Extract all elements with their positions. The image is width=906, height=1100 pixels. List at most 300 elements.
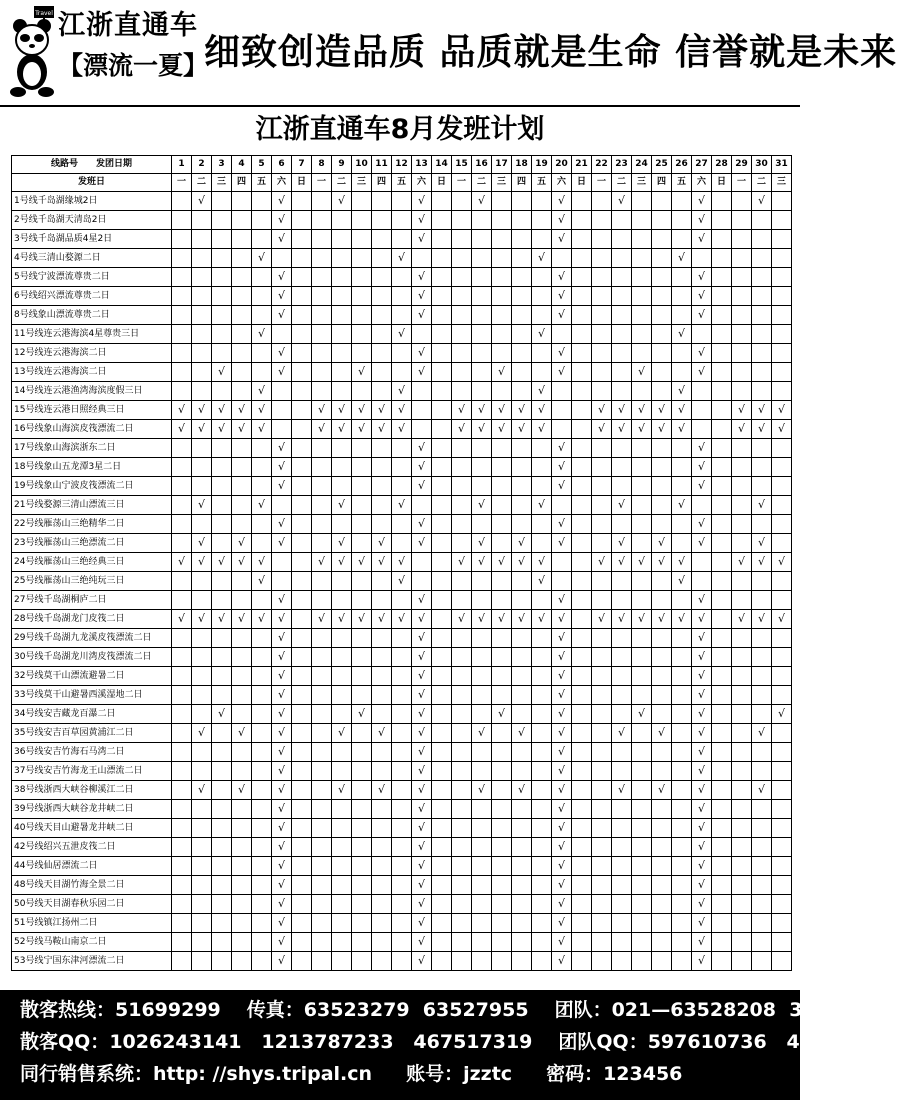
departure-check-icon: √ [512, 534, 532, 553]
empty-cell [772, 344, 792, 363]
empty-cell [672, 477, 692, 496]
weekday-cell: 二 [192, 174, 212, 192]
empty-cell [532, 287, 552, 306]
departure-check-icon: √ [412, 591, 432, 610]
empty-cell [352, 667, 372, 686]
empty-cell [552, 401, 572, 420]
empty-cell [652, 876, 672, 895]
empty-cell [672, 306, 692, 325]
departure-check-icon: √ [692, 629, 712, 648]
route-row [12, 762, 792, 781]
page-header [0, 0, 898, 107]
empty-cell [172, 439, 192, 458]
departure-check-icon: √ [272, 268, 292, 287]
empty-cell [392, 838, 412, 857]
departure-check-icon: √ [272, 914, 292, 933]
empty-cell [472, 287, 492, 306]
empty-cell [212, 572, 232, 591]
empty-cell [392, 591, 412, 610]
empty-cell [712, 914, 732, 933]
departure-check-icon: √ [592, 420, 612, 439]
empty-cell [532, 230, 552, 249]
empty-cell [632, 230, 652, 249]
departure-check-icon: √ [692, 363, 712, 382]
empty-cell [592, 933, 612, 952]
empty-cell [752, 800, 772, 819]
empty-cell [172, 895, 192, 914]
empty-cell [252, 306, 272, 325]
departure-check-icon: √ [192, 610, 212, 629]
departure-check-icon: √ [532, 249, 552, 268]
departure-check-icon: √ [392, 553, 412, 572]
departure-check-icon: √ [252, 382, 272, 401]
empty-cell [212, 800, 232, 819]
empty-cell [512, 572, 532, 591]
departure-check-icon: √ [272, 344, 292, 363]
empty-cell [732, 857, 752, 876]
empty-cell [572, 800, 592, 819]
empty-cell [752, 933, 772, 952]
empty-cell [592, 705, 612, 724]
empty-cell [452, 952, 472, 971]
empty-cell [712, 553, 732, 572]
date-header-row [12, 156, 792, 174]
departure-check-icon: √ [552, 268, 572, 287]
departure-check-icon: √ [232, 781, 252, 800]
empty-cell [212, 192, 232, 211]
empty-cell [632, 211, 652, 230]
empty-cell [212, 933, 232, 952]
empty-cell [492, 249, 512, 268]
empty-cell [672, 667, 692, 686]
empty-cell [532, 629, 552, 648]
empty-cell [732, 477, 752, 496]
empty-cell [772, 857, 792, 876]
empty-cell [192, 648, 212, 667]
qq-numbers: 1026243141 1213787233 467517319 [109, 1031, 533, 1053]
empty-cell [772, 249, 792, 268]
departure-check-icon: √ [412, 876, 432, 895]
empty-cell [252, 648, 272, 667]
departure-check-icon: √ [192, 496, 212, 515]
empty-cell [172, 857, 192, 876]
empty-cell [632, 192, 652, 211]
empty-cell [712, 496, 732, 515]
route-row [12, 211, 792, 230]
empty-cell [772, 572, 792, 591]
empty-cell [232, 819, 252, 838]
empty-cell [632, 496, 652, 515]
empty-cell [672, 439, 692, 458]
empty-cell [292, 344, 312, 363]
empty-cell [292, 800, 312, 819]
empty-cell [252, 914, 272, 933]
empty-cell [332, 382, 352, 401]
empty-cell [212, 629, 232, 648]
departure-check-icon: √ [372, 553, 392, 572]
empty-cell [452, 572, 472, 591]
empty-cell [332, 591, 352, 610]
empty-cell [572, 496, 592, 515]
empty-cell [252, 629, 272, 648]
empty-cell [532, 819, 552, 838]
empty-cell [212, 230, 232, 249]
empty-cell [292, 325, 312, 344]
empty-cell [452, 686, 472, 705]
departure-check-icon: √ [192, 401, 212, 420]
empty-cell [452, 325, 472, 344]
empty-cell [192, 268, 212, 287]
empty-cell [652, 382, 672, 401]
empty-cell [332, 629, 352, 648]
empty-cell [432, 762, 452, 781]
empty-cell [292, 914, 312, 933]
empty-cell [752, 591, 772, 610]
empty-cell [432, 192, 452, 211]
empty-cell [652, 230, 672, 249]
empty-cell [212, 686, 232, 705]
empty-cell [392, 895, 412, 914]
empty-cell [672, 686, 692, 705]
route-row [12, 781, 792, 800]
empty-cell [252, 515, 272, 534]
empty-cell [672, 743, 692, 762]
date-cell: 2 [192, 156, 212, 174]
empty-cell [512, 762, 532, 781]
departure-check-icon: √ [472, 553, 492, 572]
empty-cell [612, 629, 632, 648]
empty-cell [772, 724, 792, 743]
departure-check-icon: √ [412, 895, 432, 914]
date-cell: 12 [392, 156, 412, 174]
empty-cell [632, 382, 652, 401]
route-row [12, 249, 792, 268]
empty-cell [672, 648, 692, 667]
empty-cell [492, 724, 512, 743]
empty-cell [252, 876, 272, 895]
empty-cell [192, 705, 212, 724]
empty-cell [172, 344, 192, 363]
empty-cell [432, 952, 452, 971]
route-name: 19号线象山宁波皮筏漂流二日 [12, 477, 172, 496]
empty-cell [752, 572, 772, 591]
departure-check-icon: √ [412, 705, 432, 724]
empty-cell [512, 363, 532, 382]
empty-cell [372, 230, 392, 249]
empty-cell [212, 648, 232, 667]
empty-cell [392, 781, 412, 800]
empty-cell [492, 762, 512, 781]
route-name: 16号线象山海滨皮筏漂流二日 [12, 420, 172, 439]
empty-cell [172, 268, 192, 287]
empty-cell [472, 743, 492, 762]
departure-check-icon: √ [372, 401, 392, 420]
empty-cell [192, 230, 212, 249]
departure-check-icon: √ [552, 686, 572, 705]
empty-cell [432, 838, 452, 857]
empty-cell [352, 382, 372, 401]
empty-cell [712, 857, 732, 876]
date-cell: 9 [332, 156, 352, 174]
departure-check-icon: √ [412, 192, 432, 211]
date-cell: 1 [172, 156, 192, 174]
empty-cell [212, 496, 232, 515]
empty-cell [332, 762, 352, 781]
empty-cell [712, 591, 732, 610]
empty-cell [392, 363, 412, 382]
empty-cell [432, 458, 452, 477]
departure-check-icon: √ [272, 876, 292, 895]
empty-cell [652, 249, 672, 268]
empty-cell [172, 230, 192, 249]
empty-cell [372, 686, 392, 705]
empty-cell [232, 249, 252, 268]
departure-check-icon: √ [272, 363, 292, 382]
empty-cell [252, 439, 272, 458]
empty-cell [352, 629, 372, 648]
departure-check-icon: √ [512, 781, 532, 800]
empty-cell [592, 477, 612, 496]
empty-cell [192, 363, 212, 382]
weekday-cell: 一 [312, 174, 332, 192]
empty-cell [712, 515, 732, 534]
empty-cell [672, 857, 692, 876]
empty-cell [332, 344, 352, 363]
empty-cell [352, 534, 372, 553]
departure-check-icon: √ [752, 781, 772, 800]
empty-cell [632, 325, 652, 344]
empty-cell [252, 230, 272, 249]
empty-cell [572, 363, 592, 382]
empty-cell [352, 591, 372, 610]
empty-cell [572, 477, 592, 496]
empty-cell [192, 686, 212, 705]
route-row [12, 629, 792, 648]
empty-cell [292, 591, 312, 610]
date-cell: 31 [772, 156, 792, 174]
empty-cell [452, 876, 472, 895]
departure-check-icon: √ [192, 553, 212, 572]
departure-check-icon: √ [552, 933, 572, 952]
empty-cell [652, 572, 672, 591]
empty-cell [472, 895, 492, 914]
departure-check-icon: √ [692, 306, 712, 325]
group-phone: 021—63528208 33070132 [611, 999, 895, 1021]
empty-cell [312, 211, 332, 230]
empty-cell [732, 458, 752, 477]
empty-cell [252, 724, 272, 743]
empty-cell [172, 382, 192, 401]
empty-cell [632, 344, 652, 363]
empty-cell [192, 382, 212, 401]
empty-cell [212, 287, 232, 306]
route-row [12, 591, 792, 610]
empty-cell [332, 268, 352, 287]
password-label: 密码： [546, 1063, 604, 1085]
empty-cell [312, 515, 332, 534]
empty-cell [372, 762, 392, 781]
empty-cell [232, 287, 252, 306]
departure-check-icon: √ [692, 743, 712, 762]
empty-cell [432, 401, 452, 420]
empty-cell [332, 439, 352, 458]
departure-check-icon: √ [412, 363, 432, 382]
departure-check-icon: √ [252, 325, 272, 344]
empty-cell [392, 230, 412, 249]
departure-check-icon: √ [552, 781, 572, 800]
date-cell: 30 [752, 156, 772, 174]
empty-cell [652, 743, 672, 762]
empty-cell [732, 933, 752, 952]
empty-cell [652, 325, 672, 344]
empty-cell [192, 515, 212, 534]
departure-check-icon: √ [412, 781, 432, 800]
departure-check-icon: √ [692, 857, 712, 876]
empty-cell [632, 477, 652, 496]
empty-cell [752, 876, 772, 895]
empty-cell [532, 211, 552, 230]
empty-cell [372, 249, 392, 268]
qq-label: 散客QQ： [20, 1031, 110, 1053]
empty-cell [392, 515, 412, 534]
empty-cell [452, 344, 472, 363]
empty-cell [592, 629, 612, 648]
system-url[interactable]: http: //shys.tripal.cn [153, 1063, 373, 1085]
empty-cell [612, 933, 632, 952]
empty-cell [772, 686, 792, 705]
empty-cell [692, 572, 712, 591]
empty-cell [492, 914, 512, 933]
empty-cell [392, 933, 412, 952]
empty-cell [532, 515, 552, 534]
empty-cell [512, 705, 532, 724]
empty-cell [352, 762, 372, 781]
empty-cell [612, 458, 632, 477]
departure-check-icon: √ [392, 610, 412, 629]
empty-cell [772, 515, 792, 534]
empty-cell [472, 857, 492, 876]
empty-cell [392, 762, 412, 781]
departure-check-icon: √ [692, 838, 712, 857]
departure-check-icon: √ [412, 648, 432, 667]
empty-cell [392, 914, 412, 933]
empty-cell [752, 515, 772, 534]
empty-cell [332, 914, 352, 933]
departure-check-icon: √ [312, 420, 332, 439]
empty-cell [712, 192, 732, 211]
departure-check-icon: √ [352, 553, 372, 572]
departure-check-icon: √ [732, 610, 752, 629]
empty-cell [632, 572, 652, 591]
departure-check-icon: √ [692, 439, 712, 458]
empty-cell [272, 496, 292, 515]
departure-check-icon: √ [252, 553, 272, 572]
empty-cell [392, 705, 412, 724]
route-name: 53号线宁国东津河漂流二日 [12, 952, 172, 971]
empty-cell [752, 952, 772, 971]
departure-check-icon: √ [192, 724, 212, 743]
empty-cell [512, 249, 532, 268]
empty-cell [352, 230, 372, 249]
departure-check-icon: √ [472, 610, 492, 629]
departure-check-icon: √ [452, 610, 472, 629]
empty-cell [172, 363, 192, 382]
route-name: 13号线连云港海滨二日 [12, 363, 172, 382]
empty-cell [572, 325, 592, 344]
empty-cell [432, 895, 452, 914]
empty-cell [572, 382, 592, 401]
empty-cell [672, 458, 692, 477]
empty-cell [352, 648, 372, 667]
empty-cell [572, 610, 592, 629]
departure-check-icon: √ [232, 401, 252, 420]
empty-cell [472, 876, 492, 895]
empty-cell [632, 781, 652, 800]
empty-cell [592, 686, 612, 705]
empty-cell [312, 705, 332, 724]
route-name: 44号线仙居漂流二日 [12, 857, 172, 876]
empty-cell [432, 420, 452, 439]
empty-cell [312, 914, 332, 933]
departure-check-icon: √ [312, 553, 332, 572]
departure-check-icon: √ [552, 192, 572, 211]
departure-check-icon: √ [692, 705, 712, 724]
empty-cell [332, 572, 352, 591]
empty-cell [472, 344, 492, 363]
empty-cell [172, 211, 192, 230]
departure-check-icon: √ [592, 610, 612, 629]
empty-cell [172, 667, 192, 686]
empty-cell [192, 572, 212, 591]
empty-cell [472, 914, 492, 933]
departure-check-icon: √ [332, 496, 352, 515]
empty-cell [472, 249, 492, 268]
empty-cell [252, 743, 272, 762]
empty-cell [352, 952, 372, 971]
empty-cell [192, 477, 212, 496]
route-name: 42号线绍兴五泄皮筏二日 [12, 838, 172, 857]
departure-check-icon: √ [272, 933, 292, 952]
empty-cell [252, 458, 272, 477]
empty-cell [772, 591, 792, 610]
weekday-cell: 六 [272, 174, 292, 192]
route-name: 38号线浙西大峡谷柳溪江二日 [12, 781, 172, 800]
empty-cell [592, 800, 612, 819]
empty-cell [492, 648, 512, 667]
departure-check-icon: √ [692, 667, 712, 686]
weekday-cell: 三 [772, 174, 792, 192]
empty-cell [652, 705, 672, 724]
departure-check-icon: √ [552, 477, 572, 496]
empty-cell [532, 933, 552, 952]
empty-cell [432, 933, 452, 952]
departure-check-icon: √ [772, 420, 792, 439]
empty-cell [712, 686, 732, 705]
logo-sign-text: Travel [35, 10, 53, 17]
route-name: 24号线雁荡山三绝经典三日 [12, 553, 172, 572]
empty-cell [712, 325, 732, 344]
empty-cell [532, 648, 552, 667]
empty-cell [212, 876, 232, 895]
empty-cell [752, 686, 772, 705]
empty-cell [612, 306, 632, 325]
empty-cell [692, 420, 712, 439]
departure-check-icon: √ [312, 401, 332, 420]
empty-cell [512, 496, 532, 515]
empty-cell [672, 800, 692, 819]
route-header: 线路号 [50, 159, 78, 169]
departure-check-icon: √ [392, 572, 412, 591]
